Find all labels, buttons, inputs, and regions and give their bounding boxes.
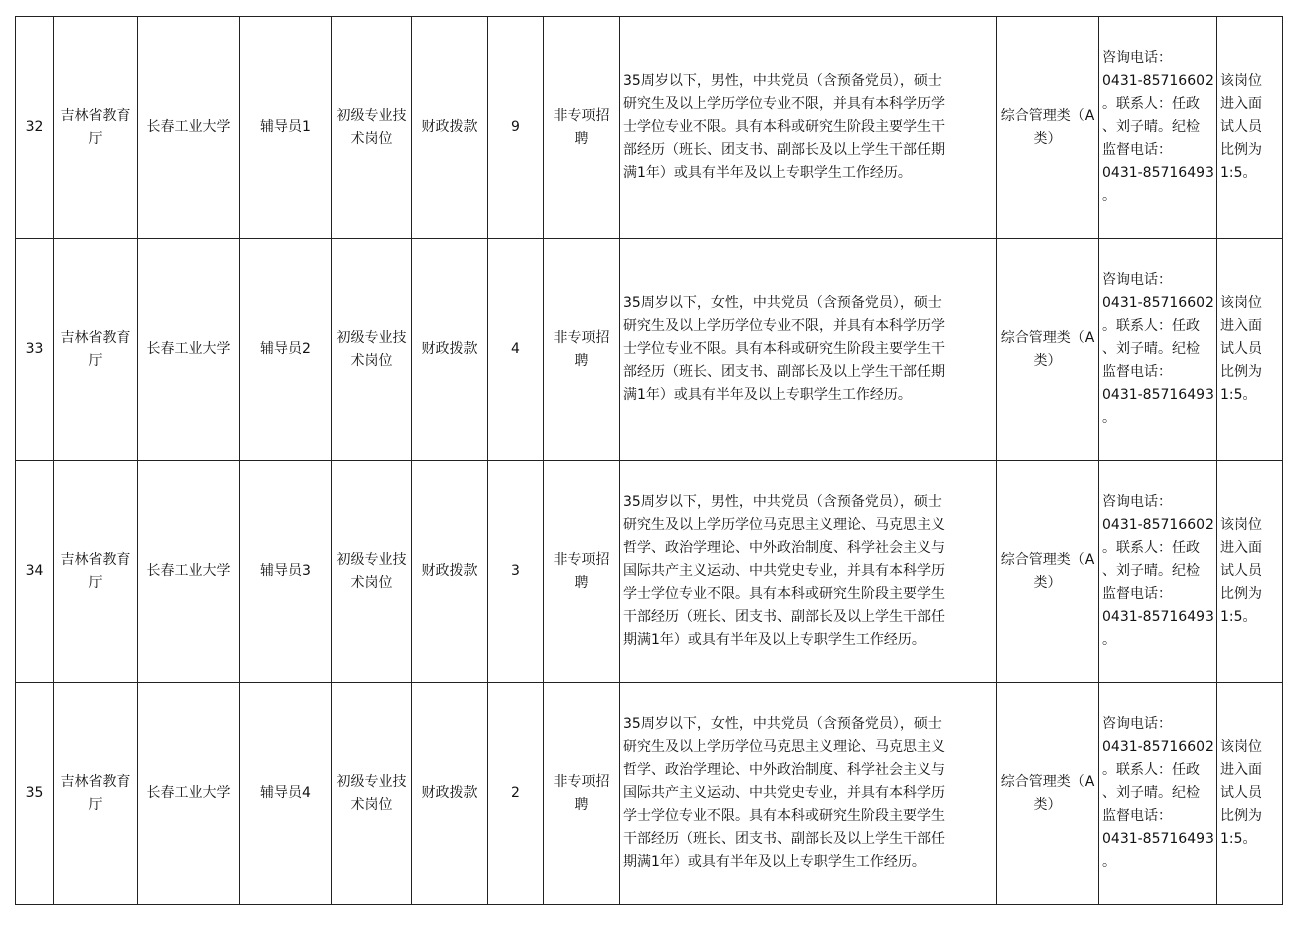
hiring-count-cell: 4 bbox=[488, 239, 544, 461]
req-line: 部经历（班长、团支书、副部长及以上学生干部任期 bbox=[623, 142, 945, 158]
contact-line: 监督电话： bbox=[1102, 586, 1172, 602]
exam-category-cell: 综合管理类（A类） bbox=[997, 17, 1099, 239]
contact-line: 咨询电话： bbox=[1102, 50, 1172, 66]
contact-line: 、刘子晴。纪检 bbox=[1102, 563, 1200, 579]
note-line: 进入面 bbox=[1220, 762, 1262, 778]
employer-cell: 长春工业大学 bbox=[138, 239, 240, 461]
note-line: 进入面 bbox=[1220, 318, 1262, 334]
req-line: 哲学、政治学理论、中外政治制度、科学社会主义与 bbox=[623, 762, 945, 778]
contact-info-cell bbox=[1099, 461, 1217, 683]
contact-line: 咨询电话： bbox=[1102, 494, 1172, 510]
note-line: 比例为 bbox=[1220, 142, 1262, 158]
contact-line: 咨询电话： bbox=[1102, 716, 1172, 732]
exam-category-cell: 综合管理类（A类） bbox=[997, 683, 1099, 905]
note-line: 1:5。 bbox=[1220, 165, 1257, 181]
note-line: 试人员 bbox=[1220, 341, 1262, 357]
position-level-cell: 初级专业技术岗位 bbox=[332, 461, 412, 683]
req-line: 国际共产主义运动、中共党史专业，并具有本科学历 bbox=[623, 563, 945, 579]
row-number: 33 bbox=[16, 239, 54, 461]
employer-cell: 长春工业大学 bbox=[138, 461, 240, 683]
recruitment-type-cell: 非专项招聘 bbox=[544, 683, 620, 905]
contact-info-cell bbox=[1099, 239, 1217, 461]
position-level-cell: 初级专业技术岗位 bbox=[332, 239, 412, 461]
department-cell: 吉林省教育厅 bbox=[54, 461, 138, 683]
recruitment-table bbox=[15, 16, 1283, 905]
req-line: 干部经历（班长、团支书、副部长及以上学生干部任 bbox=[623, 609, 945, 625]
remarks-cell bbox=[1217, 239, 1283, 461]
department-cell: 吉林省教育厅 bbox=[54, 17, 138, 239]
contact-line: 0431-85716602 bbox=[1102, 295, 1214, 311]
note-line: 进入面 bbox=[1220, 540, 1262, 556]
requirements-cell bbox=[620, 683, 997, 905]
contact-line: 0431-85716493 bbox=[1102, 387, 1214, 403]
funding-type-cell: 财政拨款 bbox=[412, 683, 488, 905]
req-line: 35周岁以下，女性，中共党员（含预备党员），硕士 bbox=[623, 716, 942, 732]
req-line: 满1年）或具有半年及以上专职学生工作经历。 bbox=[623, 387, 912, 403]
contact-line: 0431-85716602 bbox=[1102, 517, 1214, 533]
contact-line: 0431-85716493 bbox=[1102, 165, 1214, 181]
position-name-cell: 辅导员3 bbox=[240, 461, 332, 683]
position-level-cell: 初级专业技术岗位 bbox=[332, 683, 412, 905]
funding-type-cell: 财政拨款 bbox=[412, 461, 488, 683]
req-line: 学士学位专业不限。具有本科或研究生阶段主要学生 bbox=[623, 586, 945, 602]
req-line: 35周岁以下，男性，中共党员（含预备党员），硕士 bbox=[623, 494, 942, 510]
remarks-cell bbox=[1217, 17, 1283, 239]
note-line: 该岗位 bbox=[1220, 295, 1262, 311]
req-line: 部经历（班长、团支书、副部长及以上学生干部任期 bbox=[623, 364, 945, 380]
req-line: 研究生及以上学历学位马克思主义理论、马克思主义 bbox=[623, 517, 945, 533]
row-number: 34 bbox=[16, 461, 54, 683]
req-line: 研究生及以上学历学位专业不限，并具有本科学历学 bbox=[623, 318, 945, 334]
req-line: 研究生及以上学历学位专业不限，并具有本科学历学 bbox=[623, 96, 945, 112]
recruitment-type-cell: 非专项招聘 bbox=[544, 17, 620, 239]
table-row bbox=[16, 239, 1283, 461]
department-cell: 吉林省教育厅 bbox=[54, 239, 138, 461]
note-line: 比例为 bbox=[1220, 364, 1262, 380]
contact-line: 0431-85716602 bbox=[1102, 73, 1214, 89]
contact-line: 0431-85716493 bbox=[1102, 831, 1214, 847]
contact-line: 、刘子晴。纪检 bbox=[1102, 119, 1200, 135]
note-line: 该岗位 bbox=[1220, 517, 1262, 533]
req-line: 研究生及以上学历学位马克思主义理论、马克思主义 bbox=[623, 739, 945, 755]
position-name-cell: 辅导员4 bbox=[240, 683, 332, 905]
contact-line: 。 bbox=[1102, 854, 1116, 870]
contact-info-cell bbox=[1099, 17, 1217, 239]
funding-type-cell: 财政拨款 bbox=[412, 17, 488, 239]
requirements-cell bbox=[620, 17, 997, 239]
req-line: 国际共产主义运动、中共党史专业，并具有本科学历 bbox=[623, 785, 945, 801]
contact-line: 。联系人：任政 bbox=[1102, 96, 1200, 112]
contact-line: 咨询电话： bbox=[1102, 272, 1172, 288]
hiring-count-cell: 3 bbox=[488, 461, 544, 683]
remarks-cell bbox=[1217, 683, 1283, 905]
note-line: 该岗位 bbox=[1220, 739, 1262, 755]
note-line: 试人员 bbox=[1220, 119, 1262, 135]
note-line: 比例为 bbox=[1220, 808, 1262, 824]
exam-category-cell: 综合管理类（A类） bbox=[997, 239, 1099, 461]
employer-cell: 长春工业大学 bbox=[138, 17, 240, 239]
table-row bbox=[16, 17, 1283, 239]
req-line: 满1年）或具有半年及以上专职学生工作经历。 bbox=[623, 165, 912, 181]
position-level-cell: 初级专业技术岗位 bbox=[332, 17, 412, 239]
row-number: 35 bbox=[16, 683, 54, 905]
req-line: 士学位专业不限。具有本科或研究生阶段主要学生干 bbox=[623, 119, 945, 135]
remarks-cell bbox=[1217, 461, 1283, 683]
note-line: 进入面 bbox=[1220, 96, 1262, 112]
req-line: 35周岁以下，女性，中共党员（含预备党员），硕士 bbox=[623, 295, 942, 311]
contact-line: 。联系人：任政 bbox=[1102, 318, 1200, 334]
contact-line: 0431-85716602 bbox=[1102, 739, 1214, 755]
note-line: 比例为 bbox=[1220, 586, 1262, 602]
note-line: 1:5。 bbox=[1220, 387, 1257, 403]
table-row bbox=[16, 683, 1283, 905]
req-line: 干部经历（班长、团支书、副部长及以上学生干部任 bbox=[623, 831, 945, 847]
req-line: 学士学位专业不限。具有本科或研究生阶段主要学生 bbox=[623, 808, 945, 824]
req-line: 期满1年）或具有半年及以上专职学生工作经历。 bbox=[623, 854, 926, 870]
department-cell: 吉林省教育厅 bbox=[54, 683, 138, 905]
req-line: 哲学、政治学理论、中外政治制度、科学社会主义与 bbox=[623, 540, 945, 556]
contact-line: 。联系人：任政 bbox=[1102, 762, 1200, 778]
row-number: 32 bbox=[16, 17, 54, 239]
req-line: 期满1年）或具有半年及以上专职学生工作经历。 bbox=[623, 632, 926, 648]
employer-cell: 长春工业大学 bbox=[138, 683, 240, 905]
contact-line: 。 bbox=[1102, 632, 1116, 648]
recruitment-type-cell: 非专项招聘 bbox=[544, 461, 620, 683]
contact-line: 。联系人：任政 bbox=[1102, 540, 1200, 556]
contact-line: 0431-85716493 bbox=[1102, 609, 1214, 625]
hiring-count-cell: 2 bbox=[488, 683, 544, 905]
note-line: 1:5。 bbox=[1220, 609, 1257, 625]
note-line: 1:5。 bbox=[1220, 831, 1257, 847]
note-line: 该岗位 bbox=[1220, 73, 1262, 89]
position-name-cell: 辅导员2 bbox=[240, 239, 332, 461]
requirements-cell bbox=[620, 239, 997, 461]
table-row bbox=[16, 461, 1283, 683]
contact-line: 。 bbox=[1102, 188, 1116, 204]
position-name-cell: 辅导员1 bbox=[240, 17, 332, 239]
note-line: 试人员 bbox=[1220, 563, 1262, 579]
req-line: 35周岁以下，男性，中共党员（含预备党员），硕士 bbox=[623, 73, 942, 89]
contact-line: 。 bbox=[1102, 410, 1116, 426]
requirements-cell bbox=[620, 461, 997, 683]
contact-info-cell bbox=[1099, 683, 1217, 905]
note-line: 试人员 bbox=[1220, 785, 1262, 801]
contact-line: 、刘子晴。纪检 bbox=[1102, 785, 1200, 801]
contact-line: 监督电话： bbox=[1102, 364, 1172, 380]
recruitment-type-cell: 非专项招聘 bbox=[544, 239, 620, 461]
contact-line: 、刘子晴。纪检 bbox=[1102, 341, 1200, 357]
contact-line: 监督电话： bbox=[1102, 142, 1172, 158]
req-line: 士学位专业不限。具有本科或研究生阶段主要学生干 bbox=[623, 341, 945, 357]
hiring-count-cell: 9 bbox=[488, 17, 544, 239]
funding-type-cell: 财政拨款 bbox=[412, 239, 488, 461]
exam-category-cell: 综合管理类（A类） bbox=[997, 461, 1099, 683]
contact-line: 监督电话： bbox=[1102, 808, 1172, 824]
